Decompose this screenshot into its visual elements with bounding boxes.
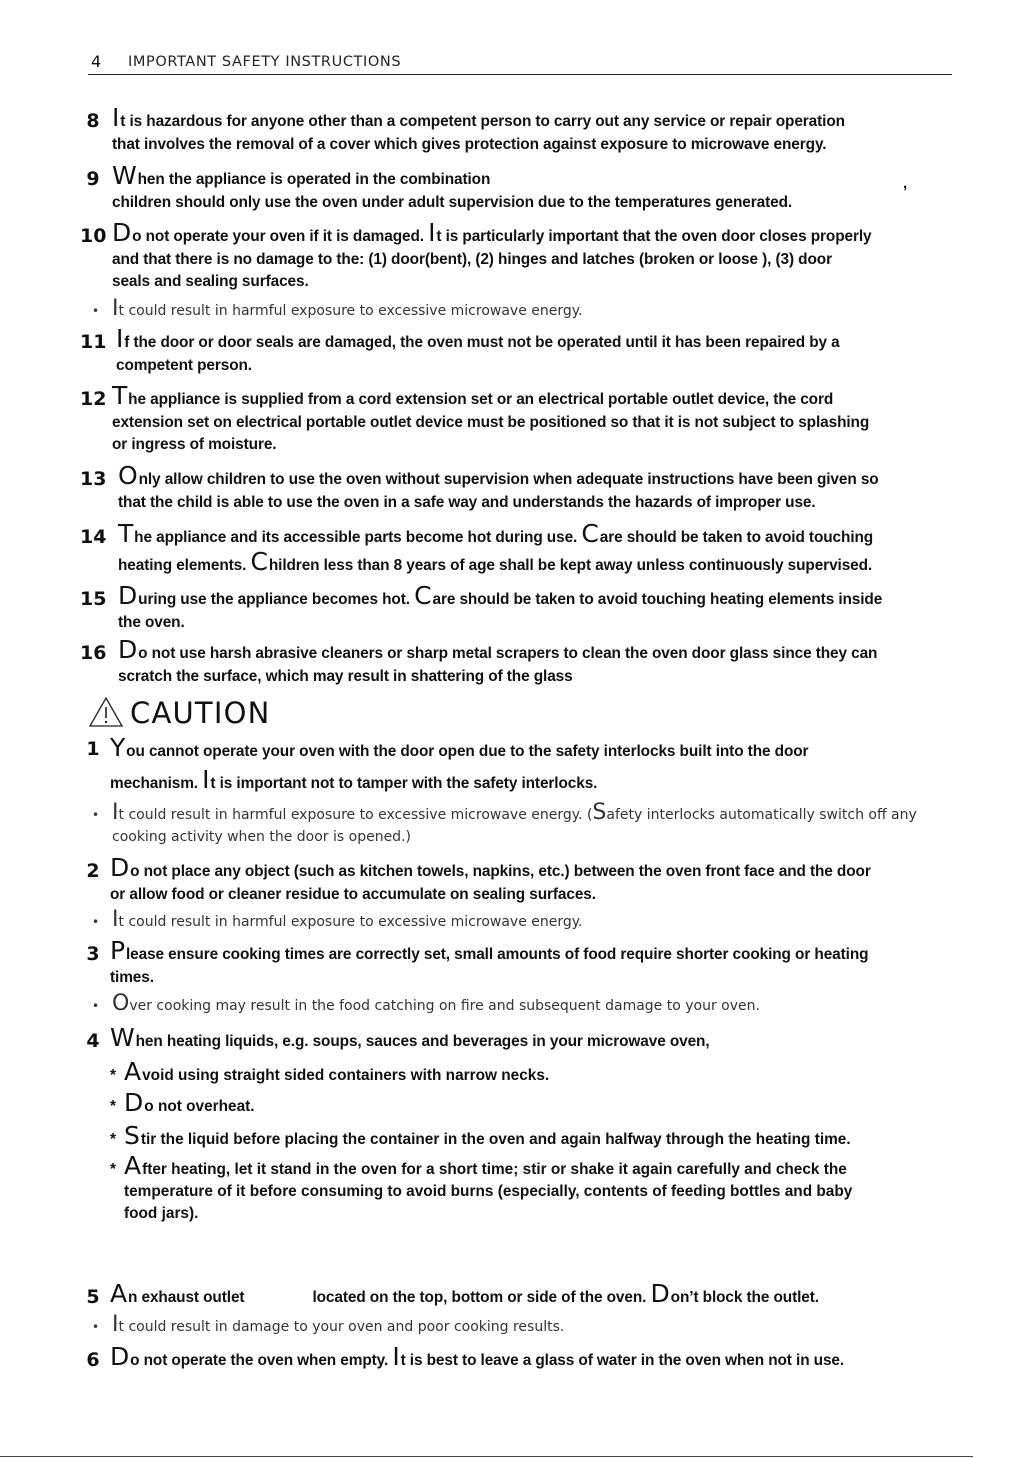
item-number: 3 xyxy=(86,943,100,965)
item-number: 2 xyxy=(86,860,100,882)
stray-comma: , xyxy=(903,175,908,192)
sub-item: * Stir the liquid before placing the container in the oven and again halfway through the heating time. xyxy=(110,1121,851,1150)
item-number: 6 xyxy=(86,1349,100,1371)
item-number: 10 xyxy=(80,225,107,247)
item-text: Do not operate the oven when empty. It is best to leave a glass of water in the oven when not in use. xyxy=(110,1342,845,1371)
item-number: 1 xyxy=(86,738,100,760)
item-text: It is hazardous for anyone other than a competent person to carry out any service or repair operation that involves the removal of a cover which gives protection against exposure to microwave energy. xyxy=(112,103,845,153)
item-number: 12 xyxy=(80,388,107,410)
item-number: 13 xyxy=(80,468,107,490)
note-bullet: • It could result in harmful exposure to excessive microwave energy. xyxy=(92,907,583,932)
item-text: When heating liquids, e.g. soups, sauces and beverages in your microwave oven, xyxy=(110,1023,710,1052)
sub-item: * Do not overheat. xyxy=(110,1088,255,1117)
sub-item: * After heating, let it stand in the oven for a short time; stir or shake it again carefully and check the temperature of it before consuming to avoid burns (especially, contents of feeding bottles and baby food jars). xyxy=(110,1151,853,1222)
item-number: 11 xyxy=(80,331,107,353)
item-text: The appliance is supplied from a cord extension set or an electrical portable outlet device, the cord extension set on electrical portable outlet device must be positioned so that it is not subject to splashing or ingress of moisture. xyxy=(112,381,870,453)
item-number: 5 xyxy=(86,1286,100,1308)
item-text: Do not operate your oven if it is damaged. It is particularly important that the oven door closes properly and that there is no damage to the: (1) door(bent), (2) hinges and latches (broken or loose ), (3) door seals and sealing surfaces. xyxy=(112,218,872,290)
note-bullet: • It could result in harmful exposure to excessive microwave energy. (Safety interlocks automatically switch off any cooking activity when the door is opened.) xyxy=(92,800,917,845)
item-number: 9 xyxy=(86,168,100,190)
item-number: 15 xyxy=(80,588,107,610)
item-text: Only allow children to use the oven without supervision when adequate instructions have been given so that the child is able to use the oven in a safe way and understands the hazards of improper use. xyxy=(118,461,879,511)
warning-triangle-icon xyxy=(88,696,124,728)
item-text: During use the appliance becomes hot. Care should be taken to avoid touching heating elements inside the oven. xyxy=(118,581,883,631)
note-bullet: • Over cooking may result in the food catching on fire and subsequent damage to your oven. xyxy=(92,991,760,1016)
item-number: 14 xyxy=(80,526,107,548)
item-text: You cannot operate your oven with the door open due to the safety interlocks built into the door mechanism. It is important not to tamper with the safety interlocks. xyxy=(110,733,809,794)
item-number: 16 xyxy=(80,642,107,664)
item-text: Do not place any object (such as kitchen towels, napkins, etc.) between the oven front face and the door or allow food or cleaner residue to accumulate on sealing surfaces. xyxy=(110,853,871,903)
note-bullet: • It could result in damage to your oven and poor cooking results. xyxy=(92,1312,565,1337)
page-number: 4 xyxy=(91,52,102,71)
item-text: If the door or door seals are damaged, the oven must not be operated until it has been repaired by a competent person. xyxy=(116,324,840,374)
caution-title: CAUTION xyxy=(130,696,271,730)
item-text: The appliance and its accessible parts become hot during use. Care should be taken to avoid touching heating elements. Children less than 8 years of age shall be kept away unless continuously supervised. xyxy=(118,519,874,576)
item-text: Do not use harsh abrasive cleaners or sharp metal scrapers to clean the oven door glass since they can scratch the surface, which may result in shattering of the glass xyxy=(118,635,878,685)
item-text: An exhaust outlet located on the top, bottom or side of the oven. Don’t block the outlet. xyxy=(110,1279,819,1308)
page-header xyxy=(88,52,952,75)
header-title: IMPORTANT SAFETY INSTRUCTIONS xyxy=(128,54,402,70)
footer-rule xyxy=(0,1456,973,1457)
item-number: 4 xyxy=(86,1030,100,1052)
sub-item: * Avoid using straight sided containers with narrow necks. xyxy=(110,1057,550,1086)
item-text: Please ensure cooking times are correctly set, small amounts of food require shorter cooking or heating times. xyxy=(110,936,869,986)
item-number: 8 xyxy=(86,110,100,132)
item-text: When the appliance is operated in the combination children should only use the oven under adult supervision due to the temperatures generated. xyxy=(112,161,793,211)
note-bullet: • It could result in harmful exposure to excessive microwave energy. xyxy=(92,296,583,321)
